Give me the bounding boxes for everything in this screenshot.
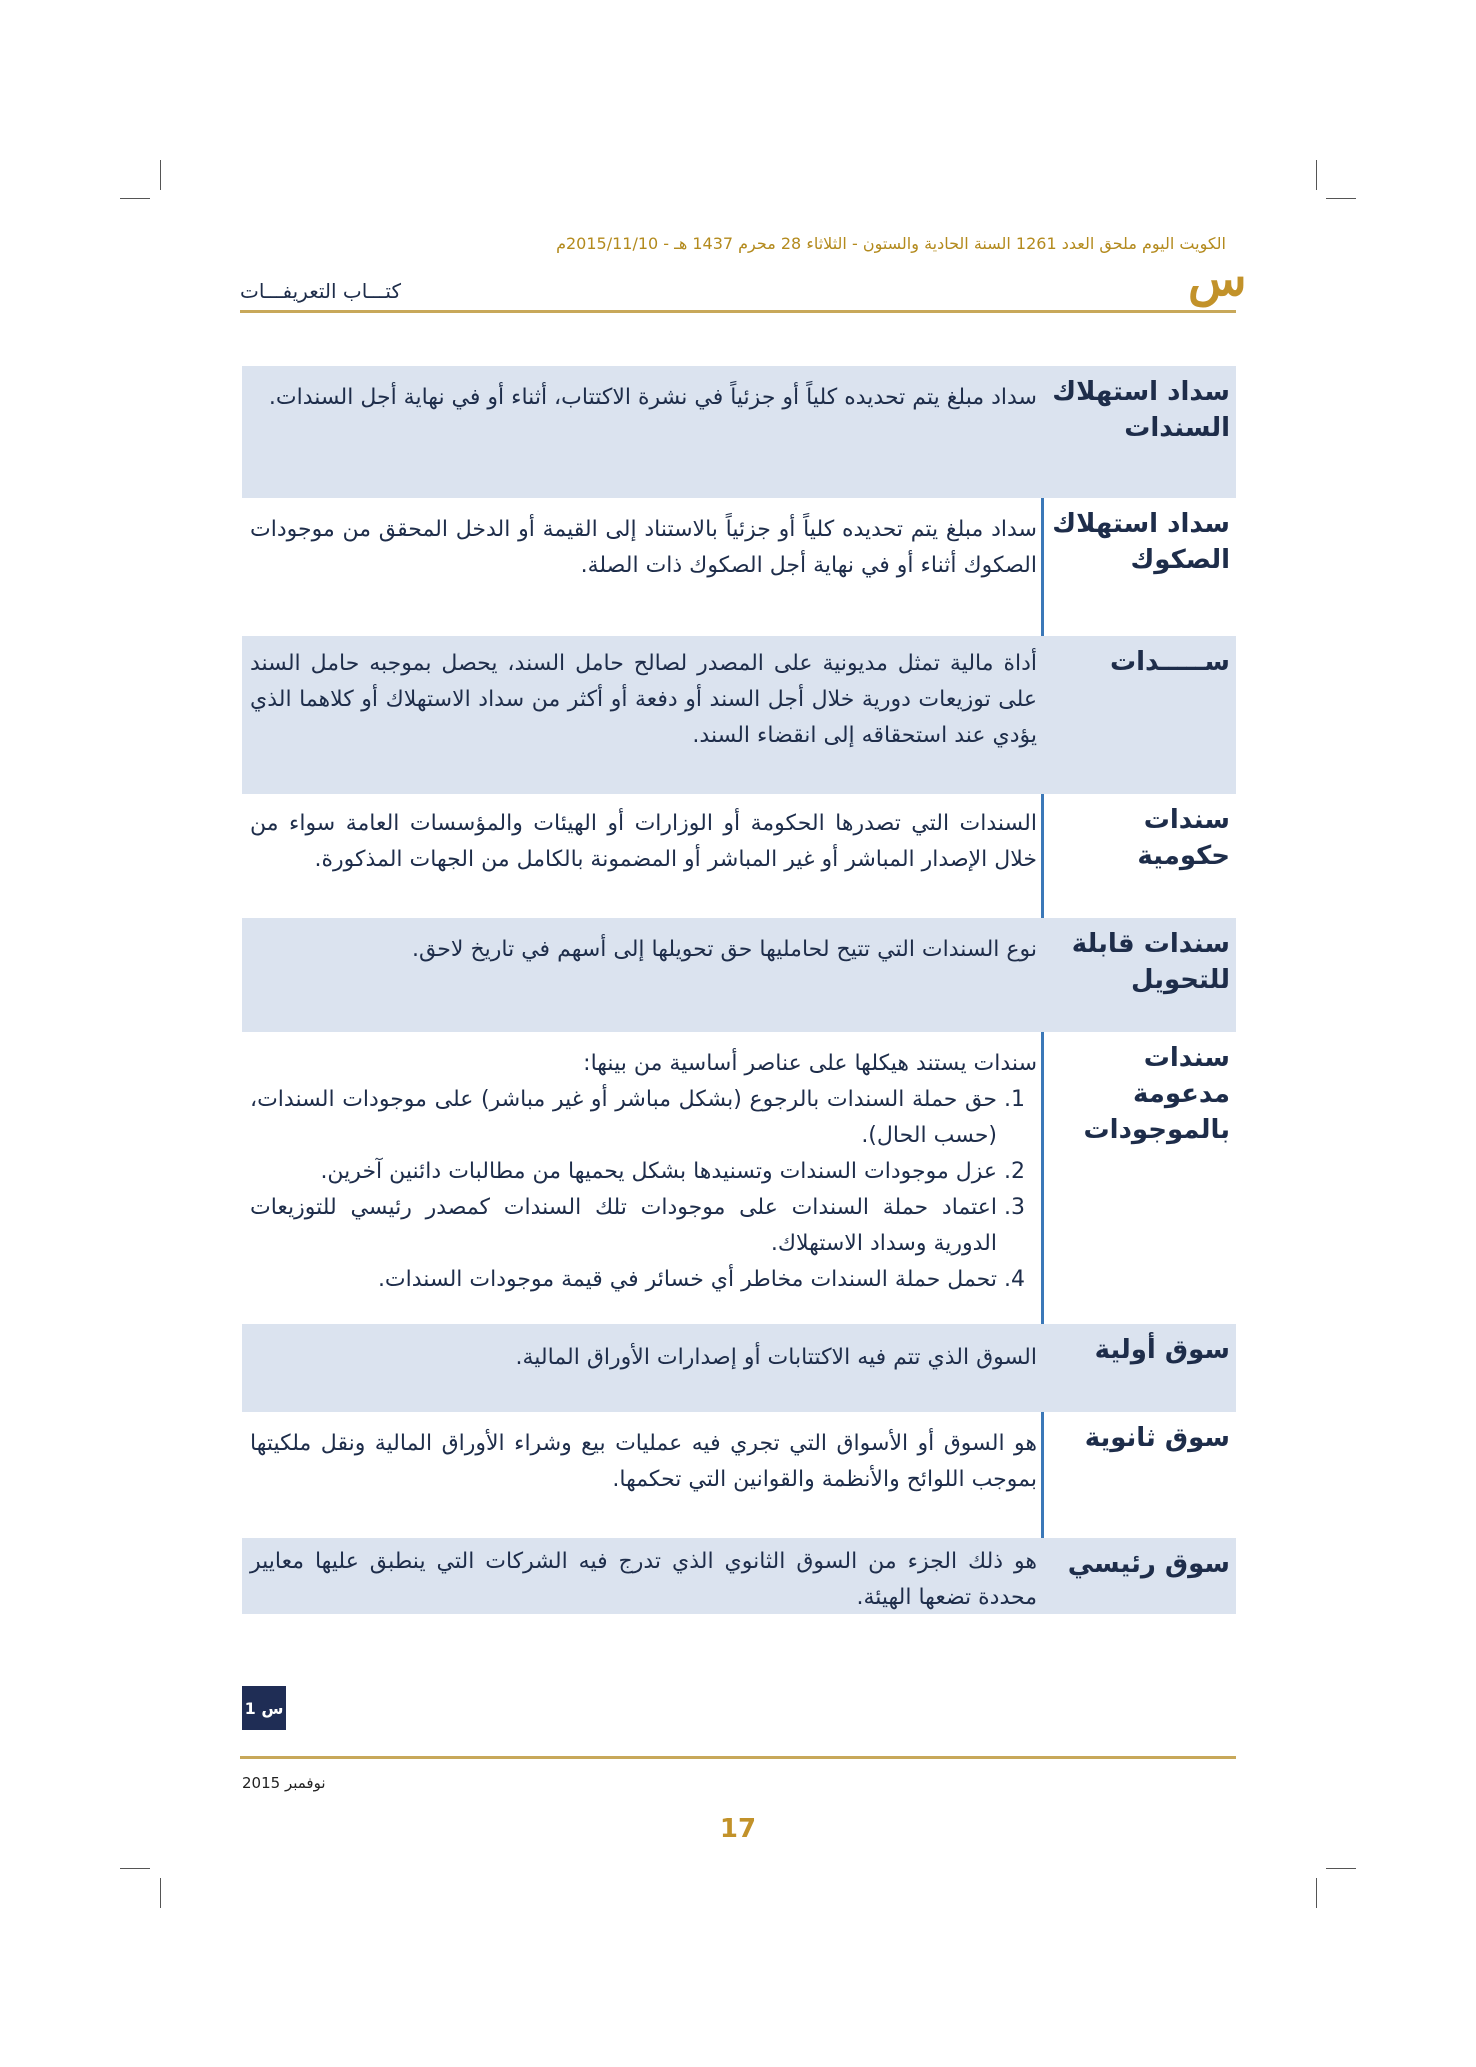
crop-mark [120, 198, 150, 199]
entry-definition: سداد مبلغ يتم تحديده كلياً أو جزئياً في نشرة الاكتتاب، أثناء أو في نهاية أجل السندات. [268, 385, 1037, 410]
crop-mark [160, 1878, 161, 1908]
entry-definition: السوق الذي تتم فيه الاكتتابات أو إصدارات الأوراق المالية. [515, 1345, 1037, 1370]
page-number: 17 [719, 1814, 757, 1844]
entry-term: ســـــدات [1109, 647, 1230, 677]
list-item: 1. حق حملة السندات بالرجوع (بشكل مباشر أو غير مباشر) على موجودات السندات، (حسب الحال). [250, 1082, 997, 1154]
footer-rule [240, 1756, 1236, 1759]
section-page-tag: س 1 [242, 1686, 286, 1730]
crop-mark [1326, 1868, 1356, 1869]
definition-entry [0, 1538, 1476, 1614]
definition-entry [0, 1032, 1476, 1324]
crop-mark [120, 1868, 150, 1869]
entry-definition: هو ذلك الجزء من السوق الثانوي الذي تدرج فيه الشركات التي ينطبق عليها معايير محددة تضعها الهيئة. [250, 1549, 1037, 1610]
entry-term: سندات مدعومة بالموجودات [1083, 1043, 1230, 1145]
issue-date: نوفمبر 2015 [242, 1774, 326, 1792]
entry-term: سوق ثانوية [1084, 1423, 1230, 1453]
definition-entry [0, 1324, 1476, 1412]
definition-entry [0, 636, 1476, 794]
definition-entry [0, 794, 1476, 918]
definition-entry [0, 366, 1476, 498]
entry-term: سندات قابلة للتحويل [1071, 929, 1230, 995]
entry-term: سندات حكومية [1137, 805, 1230, 871]
publication-header: الكويت اليوم ملحق العدد 1261 السنة الحادية والستون - الثلاثاء 28 محرم 1437 هـ - 2015/11/10م [556, 234, 1226, 253]
entry-definition: السندات التي تصدرها الحكومة أو الوزارات أو الهيئات والمؤسسات العامة سواء من خلال الإصدار المباشر أو غير المباشر أو المضمونة بالكامل من الجهات المذكورة. [250, 811, 1037, 872]
entry-list [250, 1082, 1037, 1298]
entry-definition [242, 1040, 1037, 1298]
crop-mark [1316, 1878, 1317, 1908]
entry-term: سوق رئيسي [1067, 1549, 1230, 1579]
definition-entry [0, 498, 1476, 636]
entry-definition: نوع السندات التي تتيح لحامليها حق تحويلها إلى أسهم في تاريخ لاحق. [411, 937, 1037, 962]
entry-definition: هو السوق أو الأسواق التي تجري فيه عمليات بيع وشراء الأوراق المالية ونقل ملكيتها بموجب اللوائح والأنظمة والقوانين التي تحكمها. [250, 1431, 1037, 1492]
crop-mark [160, 160, 161, 190]
definition-entry [0, 918, 1476, 1032]
entry-term: سوق أولية [1094, 1335, 1230, 1365]
entry-intro: سندات يستند هيكلها على عناصر أساسية من بينها: [583, 1051, 1037, 1076]
entry-definition: سداد مبلغ يتم تحديده كلياً أو جزئياً بالاستناد إلى القيمة أو الدخل المحقق من موجودات الصكوك أثناء أو في نهاية أجل الصكوك ذات الصلة. [250, 517, 1037, 578]
list-item: 2. عزل موجودات السندات وتسنيدها بشكل يحميها من مطالبات دائنين آخرين. [250, 1154, 997, 1190]
header-rule [240, 310, 1236, 313]
list-item: 4. تحمل حملة السندات مخاطر أي خسائر في قيمة موجودات السندات. [250, 1262, 997, 1298]
section-letter: س [1188, 251, 1247, 307]
book-title: كتـــاب التعريفـــات [240, 279, 401, 303]
entry-term: سداد استهلاك السندات [1052, 377, 1230, 443]
list-item: 3. اعتماد حملة السندات على موجودات تلك السندات كمصدر رئيسي للتوزيعات الدورية وسداد الاستهلاك. [250, 1190, 997, 1262]
entry-term: سداد استهلاك الصكوك [1052, 509, 1230, 575]
crop-mark [1316, 160, 1317, 190]
definition-entry [0, 1412, 1476, 1538]
entry-definition: أداة مالية تمثل مديونية على المصدر لصالح حامل السند، يحصل بموجبه حامل السند على توزيعات دورية خلال أجل السند أو دفعة أو أكثر من سداد الاستهلاك أو كلاهما الذي يؤدي عند استحقاقه إلى انقضاء السند. [250, 651, 1037, 748]
crop-mark [1326, 198, 1356, 199]
